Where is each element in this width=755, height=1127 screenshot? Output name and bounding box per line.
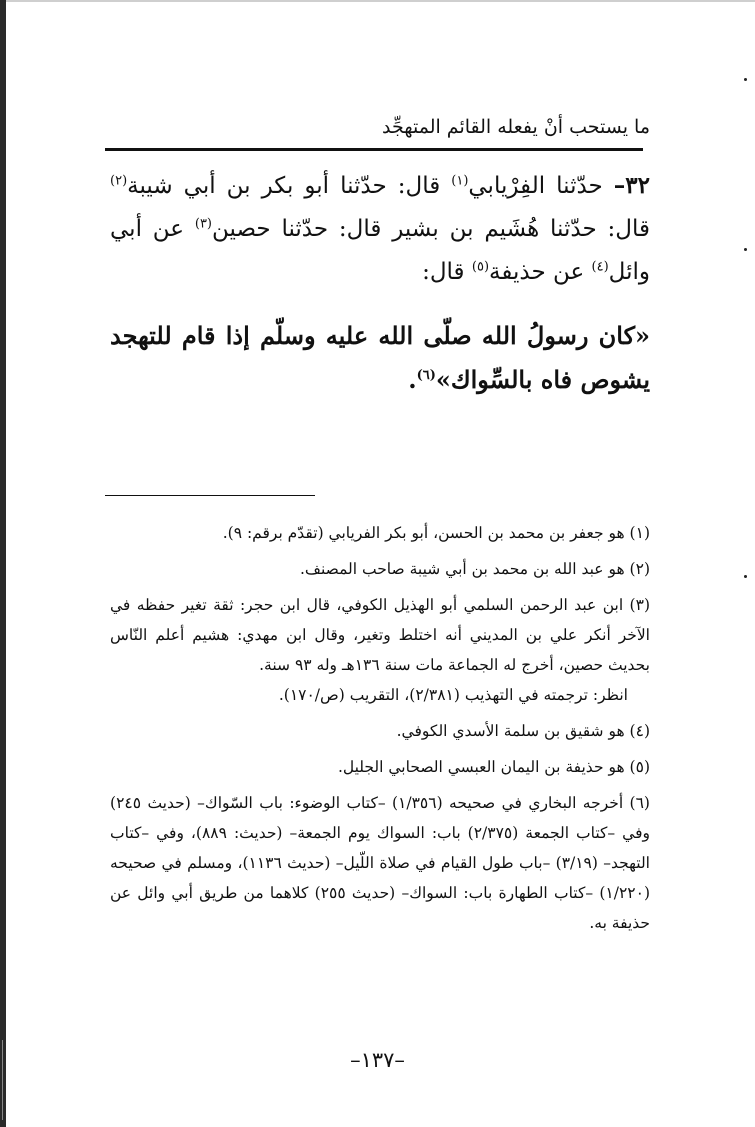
footnote-5 (110, 752, 650, 782)
isnad-text: قال: (422, 259, 472, 285)
isnad-text: عن أبي وائل (110, 216, 650, 285)
footnote-6 (110, 788, 650, 938)
scan-dot (744, 575, 747, 578)
footnote-text: (٢) هو عبد الله بن محمد بن أبي شيبة صاحب المصنف. (299, 560, 650, 578)
scan-top-edge (6, 0, 755, 2)
running-head: ما يستحب أنْ يفعله القائم المتهجِّد (381, 116, 650, 138)
scan-dot (744, 78, 747, 81)
footnote-ref[interactable]: (٢) (110, 173, 128, 189)
footnote-ref[interactable]: (٥) (471, 259, 490, 275)
footnote-ref[interactable]: (٦) (416, 368, 436, 383)
footnote-text: (٥) هو حذيفة بن اليمان العبسي الصحابي الجليل. (337, 758, 650, 776)
footnote-2 (110, 554, 650, 584)
footnote-3 (110, 590, 650, 710)
footnote-text: (٦) أخرجه البخاري في صحيحه (١/٣٥٦) –كتاب الوضوء: باب السّواك– (حديث ٢٤٥) وفي –كتاب الجمعة (٢/٣٧٥) باب: السواك يوم الجمعة– (حديث: ٨٨٩)، وفي –كتاب التهجد– (٣/١٩) –باب طول القيام في صلاة اللّيل– (حديث ١١٣٦)، ومسلم في صحيحه (١/٢٢٠) –كتاب الطهارة باب: السواك– (حديث ٢٥٥) كلاهما من طريق أبي وائل عن حذيفة به. (110, 794, 650, 932)
hadith-isnad (110, 164, 650, 294)
isnad-text: عن حذيفة (489, 259, 592, 285)
matn-end: . (408, 365, 417, 394)
footnote-text: انظر: ترجمته في التهذيب (٢/٣٨١)، التقريب (ص/١٧٠). (278, 686, 628, 704)
hadith-matn (110, 314, 650, 402)
header-rule (105, 148, 643, 151)
hadith-number: ٣٢– (613, 172, 651, 199)
footnote-ref[interactable]: (٣) (194, 216, 212, 232)
footnote-text: (٤) هو شقيق بن سلمة الأسدي الكوفي. (396, 722, 650, 740)
scan-dot (744, 248, 747, 251)
footnote-separator (105, 495, 315, 496)
footnote-text: (٣) ابن عبد الرحمن السلمي أبو الهذيل الكوفي، قال ابن حجر: ثقة تغير حفظه في الآخر أنكر علي بن المديني أنه اختلط وتغير، وقال ابن مهدي: هشيم أعلم النّاس بحديث حصين، أخرج له الجماعة مات سنة ١٣٦هـ وله ٩٣ سنة. (110, 596, 650, 674)
footnote-text: (١) هو جعفر بن محمد بن الحسن، أبو بكر الفريابي (تقدّم برقم: ٩). (222, 524, 650, 542)
footnote-4 (110, 716, 650, 746)
footnote-ref[interactable]: (٤) (591, 259, 609, 275)
isnad-text: حدّثنا الفِرْيابي (468, 173, 614, 199)
footnote-1 (110, 518, 650, 548)
isnad-text: قال: حدّثنا هُشَيم بن بشير قال: حدّثنا حصين (212, 216, 650, 242)
isnad-text: قال: حدّثنا أبو بكر بن أبي شيبة (127, 173, 452, 199)
matn-text: «كان رسولُ الله صلّى الله عليه وسلّم إذا قام للتهجد يشوص فاه بالسِّواك» (110, 321, 650, 394)
page-number: –١٣٧– (350, 1048, 405, 1072)
scan-edge-shadow (0, 0, 6, 1127)
footnotes (110, 518, 650, 938)
footnote-ref[interactable]: (١) (451, 173, 469, 189)
